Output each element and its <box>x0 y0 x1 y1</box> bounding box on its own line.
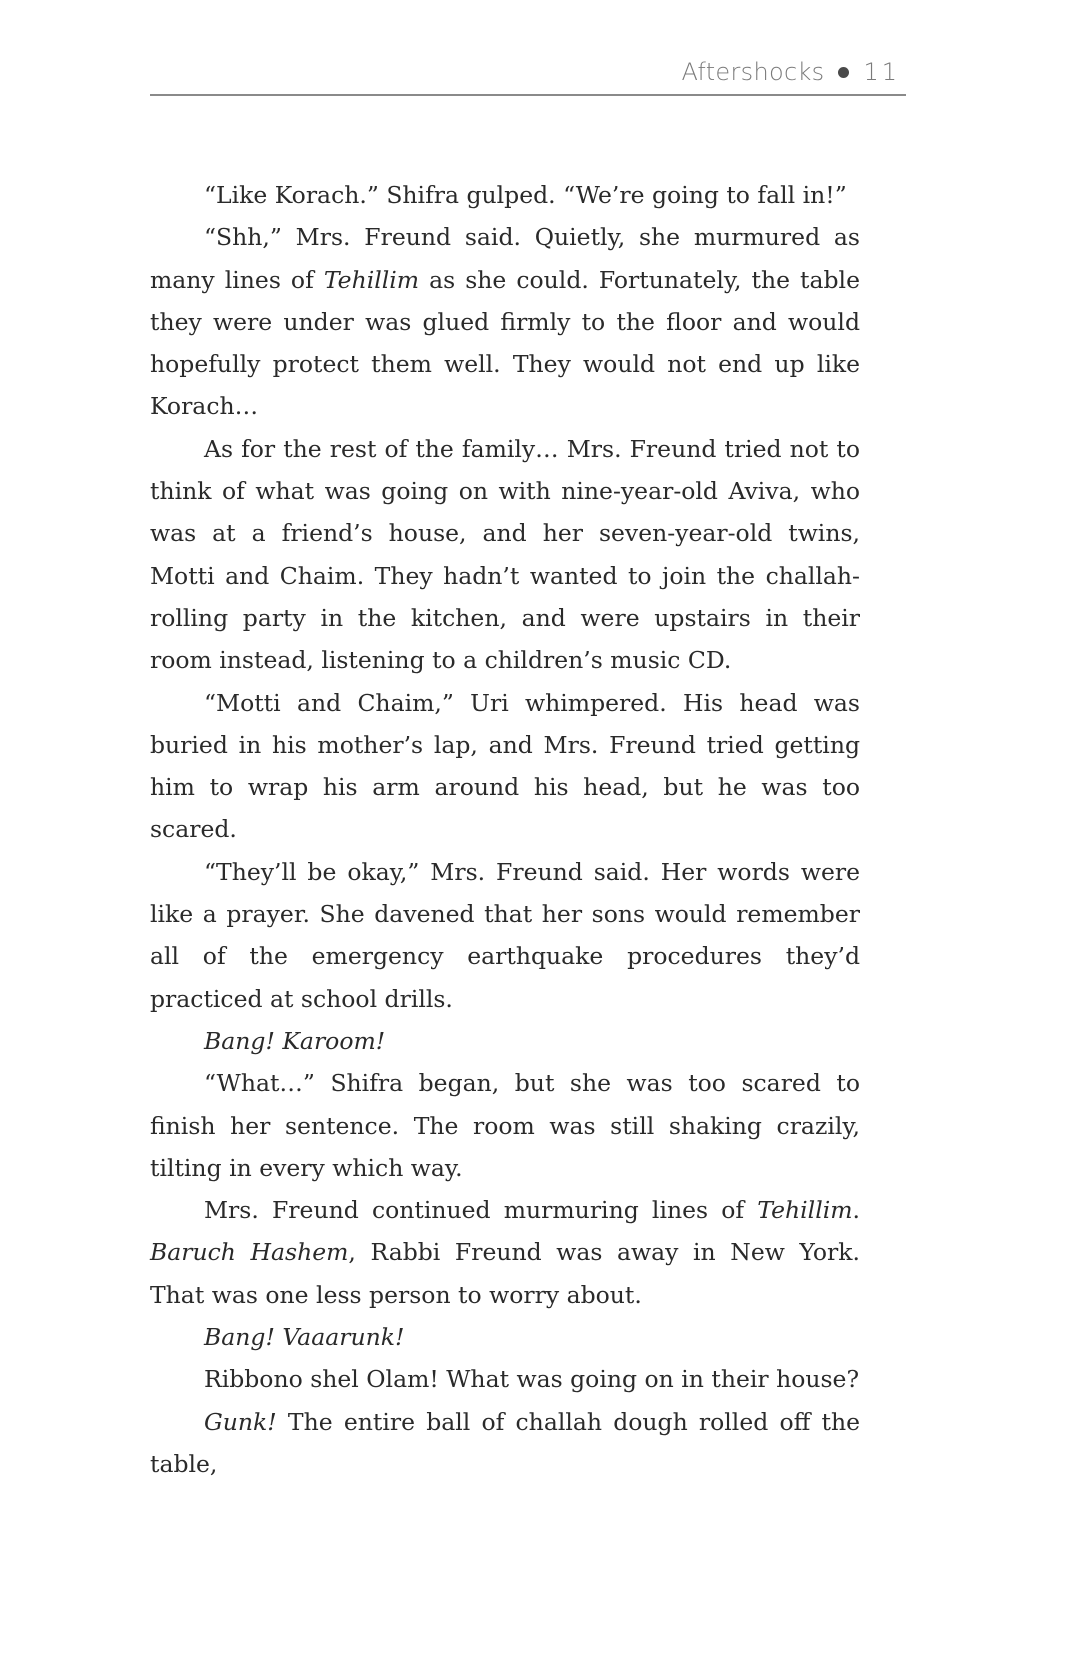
text-run: Ribbono shel Olam! What was going on in their house? <box>204 1365 860 1394</box>
italic-text: Bang! Vaaarunk! <box>204 1323 405 1352</box>
text-run: , Rabbi Freund was away in New York. That was one less person to worry about. <box>150 1238 860 1309</box>
chapter-title: Aftershocks <box>681 58 825 86</box>
running-head <box>150 50 906 96</box>
text-run: “Motti and Chaim,” Uri whimpered. His head was buried in his mother’s lap, and Mrs. Freund tried getting him to wrap his arm around his head, but he was too scared. <box>150 688 860 844</box>
text-run: The entire ball of challah dough rolled off the table, <box>150 1407 860 1478</box>
paragraph <box>150 428 860 682</box>
italic-text: Bang! Karoom! <box>204 1026 386 1055</box>
paragraph <box>150 216 860 427</box>
paragraph <box>150 1316 860 1358</box>
paragraph <box>150 1062 860 1189</box>
italic-text: Baruch Hashem <box>150 1238 349 1267</box>
text-run: “They’ll be okay,” Mrs. Freund said. Her words were like a prayer. She davened that her sons would remember all of the emergency earthquake procedures they’d practiced at school drills. <box>150 857 860 1013</box>
paragraph <box>150 1401 860 1486</box>
text-run: . <box>852 1196 860 1225</box>
paragraph <box>150 1358 860 1400</box>
paragraph <box>150 174 860 216</box>
italic-text: Tehillim <box>323 265 420 294</box>
text-run: “What…” Shifra began, but she was too scared to finish her sentence. The room was still shaking crazily, tilting in every which way. <box>150 1069 860 1182</box>
page-number: 11 <box>863 58 900 86</box>
bullet-separator-icon <box>838 67 849 78</box>
text-run: “Shh,” Mrs. Freund said. Quietly, she murmured as many lines of <box>150 223 860 294</box>
paragraph <box>150 1189 860 1316</box>
text-run: as she could. Fortunately, the table they were under was glued firmly to the floor and would hopefully protect them well. They would not end up like Korach… <box>150 265 860 421</box>
paragraph <box>150 682 860 851</box>
body-text <box>150 174 860 1485</box>
text-run: “Like Korach.” Shifra gulped. “We’re going to fall in!” <box>204 181 847 209</box>
italic-text: Tehillim <box>757 1196 853 1225</box>
running-head-content <box>682 58 900 86</box>
paragraph <box>150 1020 860 1062</box>
text-run: Mrs. Freund continued murmuring lines of <box>204 1196 758 1225</box>
paragraph <box>150 851 860 1020</box>
italic-text: Gunk! <box>204 1407 277 1436</box>
text-run: As for the rest of the family… Mrs. Freund tried not to think of what was going on with nine-year-old Aviva, who was at a friend’s house, and her seven-year-old twins, Motti and Chaim. They hadn’t wanted to join the challah-rolling party in the kitchen, and were upstairs in their room instead, listening to a children’s music CD. <box>150 434 860 675</box>
